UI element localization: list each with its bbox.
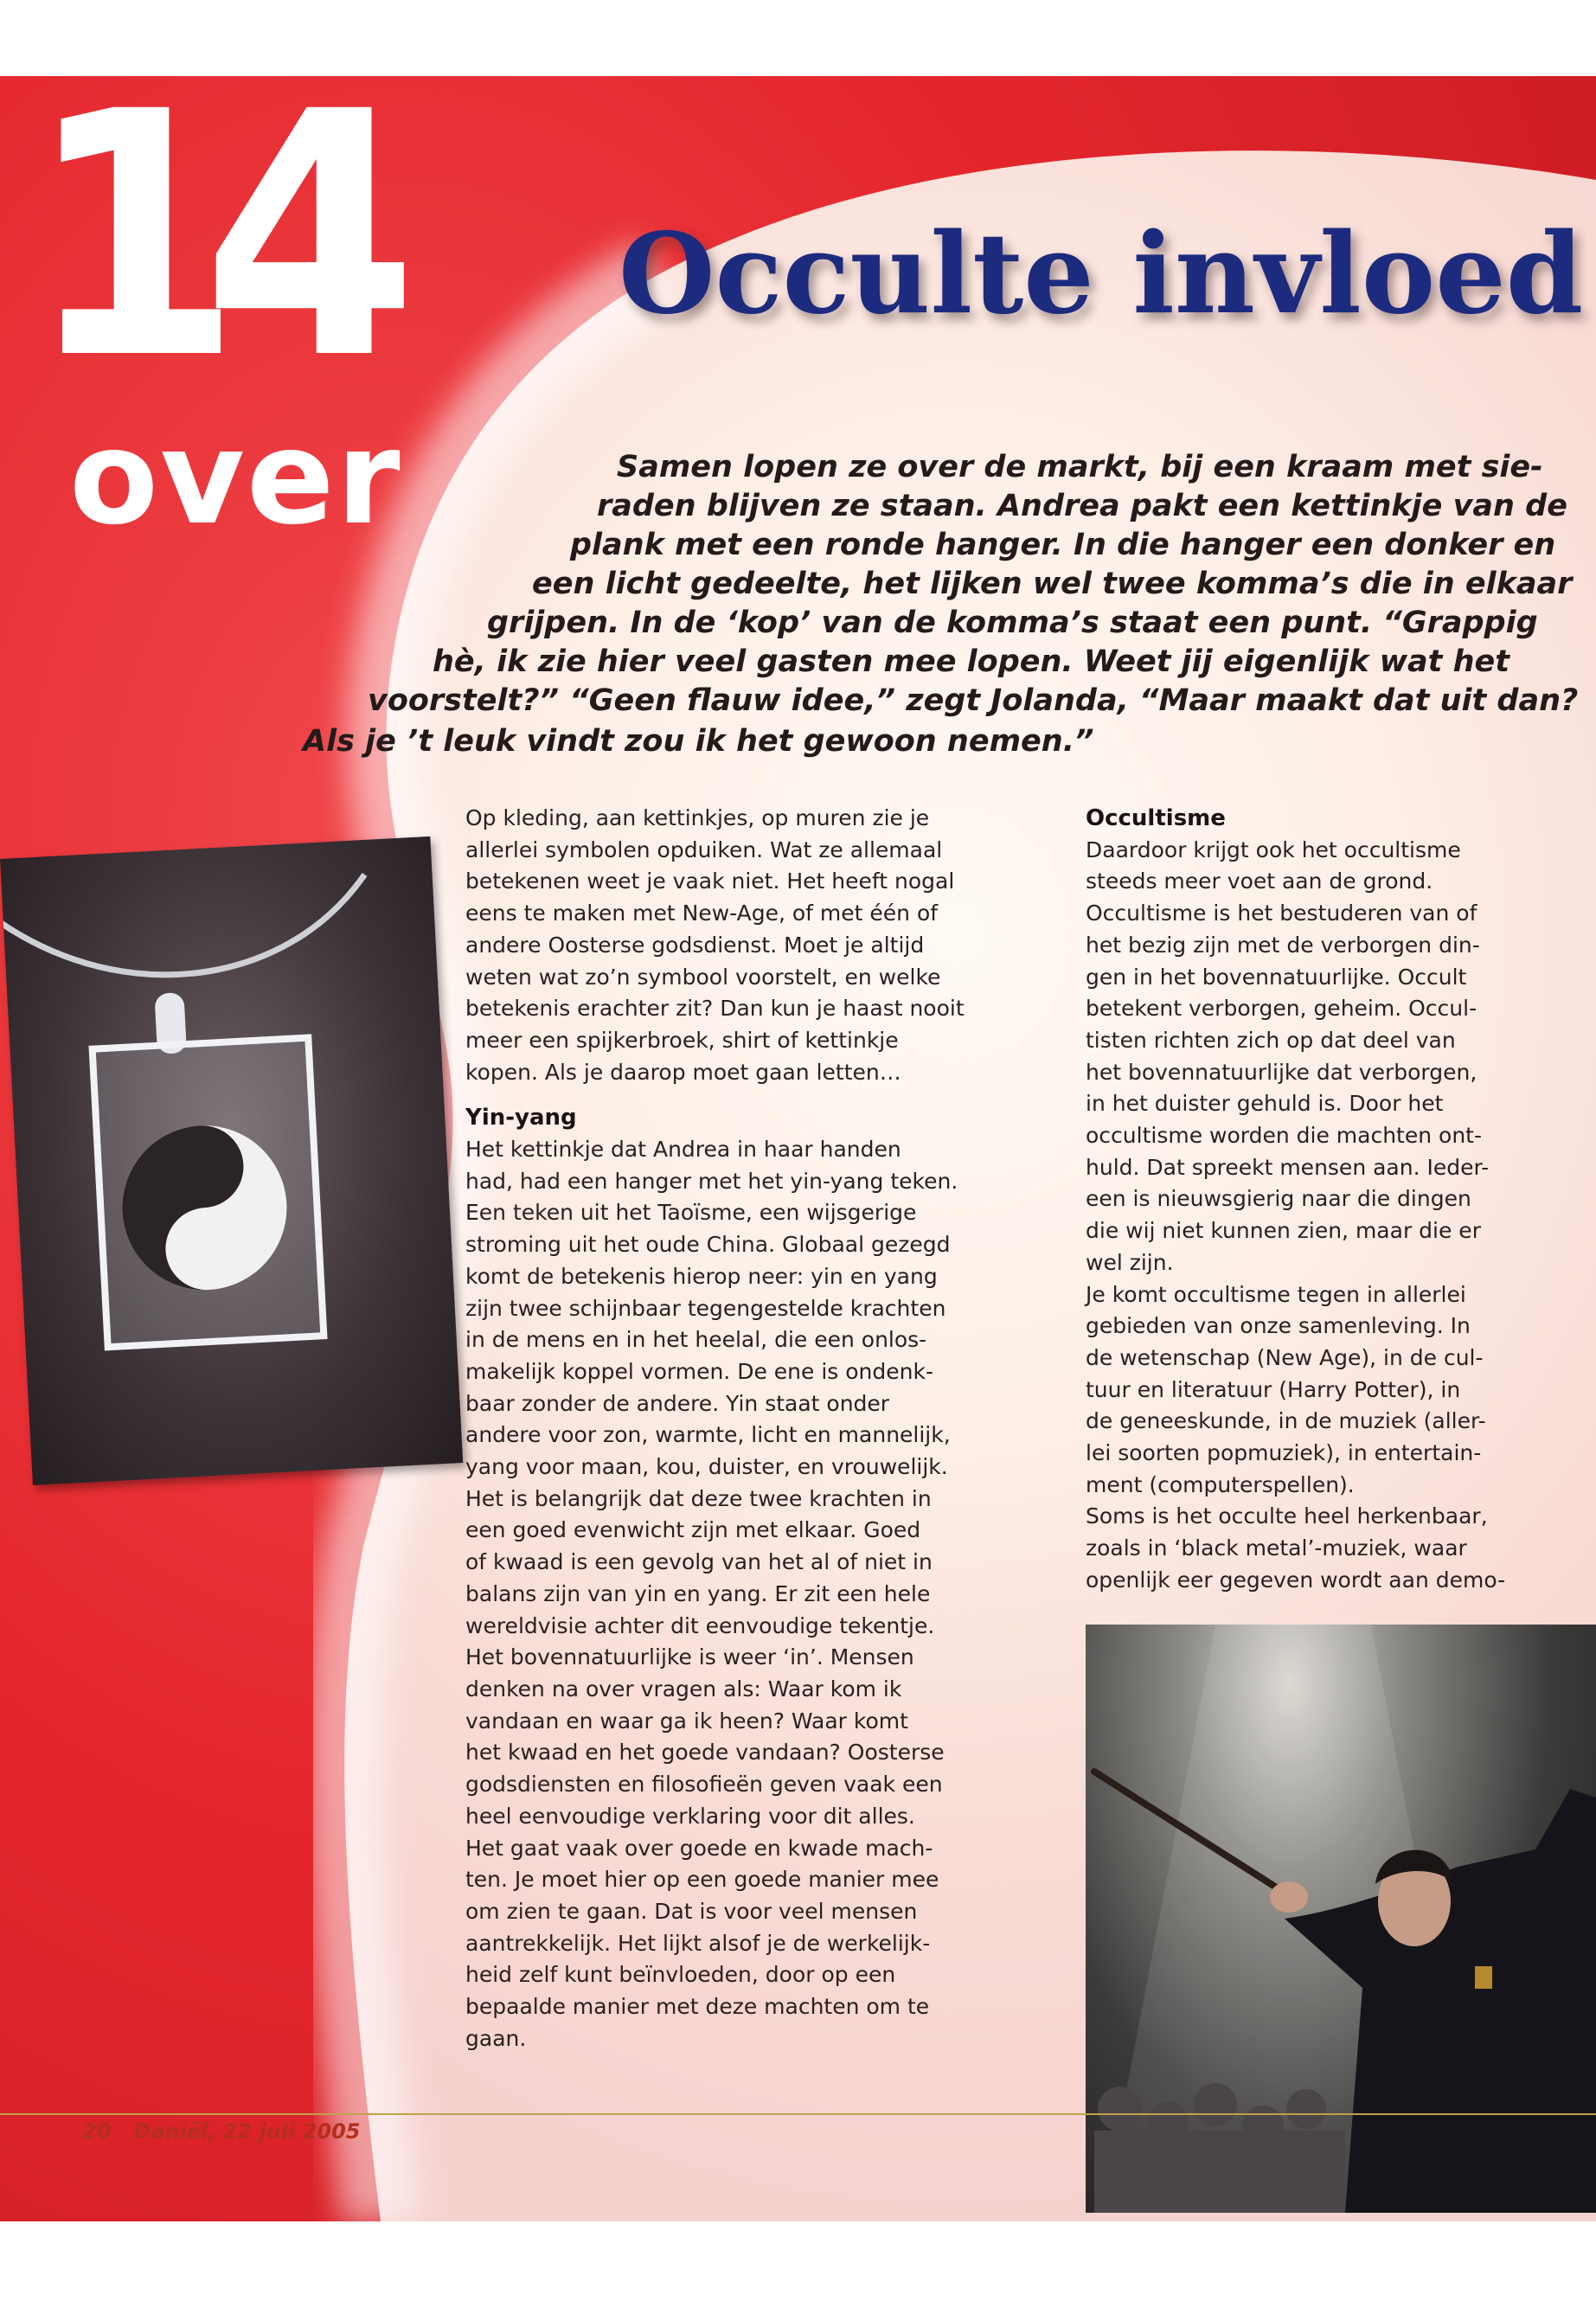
text-line: baar zonder de andere. Yin staat onder	[465, 1390, 890, 1416]
intro-line: Samen lopen ze over de markt, bij een kraam met sie-	[617, 450, 1543, 484]
text-line: kopen. Als je daarop moet gaan letten…	[465, 1059, 901, 1085]
text-line: weten wat zo’n symbool voorstelt, en welke	[465, 964, 941, 990]
movie-still-illustration	[1086, 1625, 1596, 2213]
text-line: wereldvisie achter dit eenvoudige tekentje.	[465, 1612, 935, 1638]
text-line: betekenen weet je vaak niet. Het heeft nogal	[465, 868, 955, 894]
text-line: had, had een hanger met het yin-yang teken.	[465, 1168, 958, 1194]
article-column-1	[465, 803, 1028, 2054]
text-line: wel zijn.	[1086, 1249, 1174, 1275]
text-line: de wetenschap (New Age), in de cul-	[1086, 1344, 1484, 1370]
column1-paragraph-2	[465, 1134, 1028, 2054]
text-line: stroming uit het oude China. Globaal gezegd	[465, 1232, 951, 1258]
text-line: godsdiensten en filosofieën geven vaak een	[465, 1772, 943, 1798]
text-line: occultisme worden die machten ont-	[1086, 1123, 1482, 1149]
column2-paragraph	[1086, 835, 1587, 1597]
text-line: Het gaat vaak over goede en kwade mach-	[465, 1835, 933, 1861]
text-line: aantrekkelijk. Het lijkt alsof je de werkelijk-	[465, 1930, 931, 1956]
wizard-movie-still-photo	[1086, 1625, 1596, 2213]
text-line: Daardoor krijgt ook het occultisme	[1086, 836, 1461, 862]
heading-occultisme: Occultisme	[1086, 805, 1226, 831]
text-line: Het kettinkje dat Andrea in haar handen	[465, 1137, 901, 1163]
text-line: Occultisme is het bestuderen van of	[1086, 901, 1477, 926]
intro-line: hè, ik zie hier veel gasten mee lopen. Weet jij eigenlijk wat het	[433, 644, 1509, 679]
text-line: heid zelf kunt beïnvloeden, door op een	[465, 1962, 896, 1988]
text-line: om zien te gaan. Dat is voor veel mensen	[465, 1898, 918, 1924]
page-number: 20	[82, 2119, 112, 2144]
article-column-2	[1086, 803, 1587, 1597]
pendant-illustration	[0, 836, 463, 1485]
text-line: balans zijn van yin en yang. Er zit een hele	[465, 1580, 931, 1606]
text-line: vandaan en waar ga ik heen? Waar komt	[465, 1708, 908, 1734]
text-line: tisten richten zich op dat deel van	[1086, 1027, 1456, 1053]
text-line: het bezig zijn met de verborgen din-	[1086, 932, 1480, 958]
text-line: het bovennatuurlijke dat verborgen,	[1086, 1059, 1477, 1085]
publication-date: Daniël, 22 juli 2005	[133, 2119, 361, 2144]
text-line: die wij niet kunnen zien, maar die er	[1086, 1218, 1481, 1244]
text-line: komt de betekenis hierop neer: yin en yang	[465, 1263, 938, 1289]
text-line: ten. Je moet hier op een goede manier mee	[465, 1867, 939, 1893]
text-line: gebieden van onze samenleving. In	[1086, 1313, 1471, 1339]
text-line: gen in het bovennatuurlijke. Occult	[1086, 964, 1467, 990]
text-line: tuur en literatuur (Harry Potter), in	[1086, 1376, 1461, 1402]
necklace-cord	[0, 875, 369, 984]
intro-line: raden blijven ze staan. Andrea pakt een kettinkje van de	[597, 489, 1567, 523]
intro-line: grijpen. In de ‘kop’ van de komma’s staat een punt. “Grappig	[487, 606, 1538, 640]
text-line: denken na over vragen als: Waar kom ik	[465, 1676, 902, 1702]
text-line: Het is belangrijk dat deze twee krachten in	[465, 1485, 932, 1511]
text-line: zijn twee schijnbaar tegengestelde krachten	[465, 1295, 946, 1321]
intro-line: voorstelt?” “Geen flauw idee,” zegt Jolanda, “Maar maakt dat uit dan?	[368, 683, 1579, 718]
house-crest	[1475, 1966, 1492, 1989]
text-line: openlijk eer gegeven wordt aan demo-	[1086, 1567, 1506, 1593]
text-line: makelijk koppel vormen. De ene is ondenk-	[465, 1358, 933, 1384]
text-line: andere voor zon, warmte, licht en mannelijk,	[465, 1422, 951, 1448]
text-line: de geneeskunde, in de muziek (aller-	[1086, 1408, 1486, 1434]
text-line: meer een spijkerbroek, shirt of kettinkje	[465, 1027, 899, 1053]
text-line: in het duister gehuld is. Door het	[1086, 1091, 1444, 1117]
text-line: andere Oosterse godsdienst. Moet je altijd	[465, 932, 925, 958]
big-number: 14	[26, 76, 379, 433]
yin-yang-pendant-photo	[0, 836, 463, 1485]
text-line: yang voor maan, kou, duister, en vrouwelijk.	[465, 1454, 948, 1480]
text-line: betekent verborgen, geheim. Occul-	[1086, 996, 1477, 1022]
text-line: allerlei symbolen opduiken. Wat ze allemaal	[465, 836, 943, 862]
intro-line: Als je ’t leuk vindt zou ik het gewoon nemen.”	[303, 724, 1094, 759]
article-title: Occulte invloed	[619, 209, 1584, 339]
text-line: bepaalde manier met deze machten om te	[465, 1994, 930, 2020]
text-line: steeds meer voet aan de grond.	[1086, 868, 1433, 894]
text-line: of kwaad is een gevolg van het al of niet in	[465, 1549, 933, 1575]
text-line: ment (computerspellen).	[1086, 1471, 1355, 1497]
text-line: huld. Dat spreekt mensen aan. Ieder-	[1086, 1154, 1490, 1180]
background-crowd	[1094, 2083, 1345, 2213]
text-line: lei soorten popmuziek), in entertain-	[1086, 1440, 1482, 1466]
text-line: in de mens en in het heelal, die een onlos-	[465, 1327, 927, 1353]
text-line: Je komt occultisme tegen in allerlei	[1086, 1281, 1466, 1307]
magazine-page	[0, 76, 1596, 2221]
text-line: betekenis erachter zit? Dan kun je haast nooit	[465, 996, 965, 1022]
text-line: Op kleding, aan kettinkjes, op muren zie je	[465, 805, 930, 830]
figure-hand	[1270, 1881, 1308, 1913]
text-line: een goed evenwicht zijn met elkaar. Goed	[465, 1517, 921, 1543]
text-line: gaan.	[465, 2025, 527, 2051]
text-line: zoals in ‘black metal’-muziek, waar	[1086, 1535, 1467, 1561]
over-word: over	[69, 403, 402, 554]
text-line: Het bovennatuurlijke is weer ‘in’. Mensen	[465, 1644, 914, 1670]
text-line: Een teken uit het Taoïsme, een wijsgerige	[465, 1200, 917, 1226]
text-line: het kwaad en het goede vandaan? Oosterse	[465, 1740, 945, 1766]
text-line: Soms is het occulte heel herkenbaar,	[1086, 1503, 1488, 1529]
footer-rule	[0, 2113, 1596, 2115]
intro-line: een licht gedeelte, het lijken wel twee komma’s die in elkaar	[532, 567, 1573, 601]
text-line: een is nieuwsgierig naar die dingen	[1086, 1186, 1471, 1212]
intro-line: plank met een ronde hanger. In die hanger een donker en	[570, 528, 1556, 562]
column1-paragraph-1	[465, 803, 1028, 1088]
text-line: heel eenvoudige verklaring voor dit alles.	[465, 1803, 915, 1829]
text-line: eens te maken met New-Age, of met één of	[465, 901, 939, 926]
heading-yin-yang: Yin-yang	[465, 1105, 577, 1131]
page-footer	[82, 2119, 382, 2144]
